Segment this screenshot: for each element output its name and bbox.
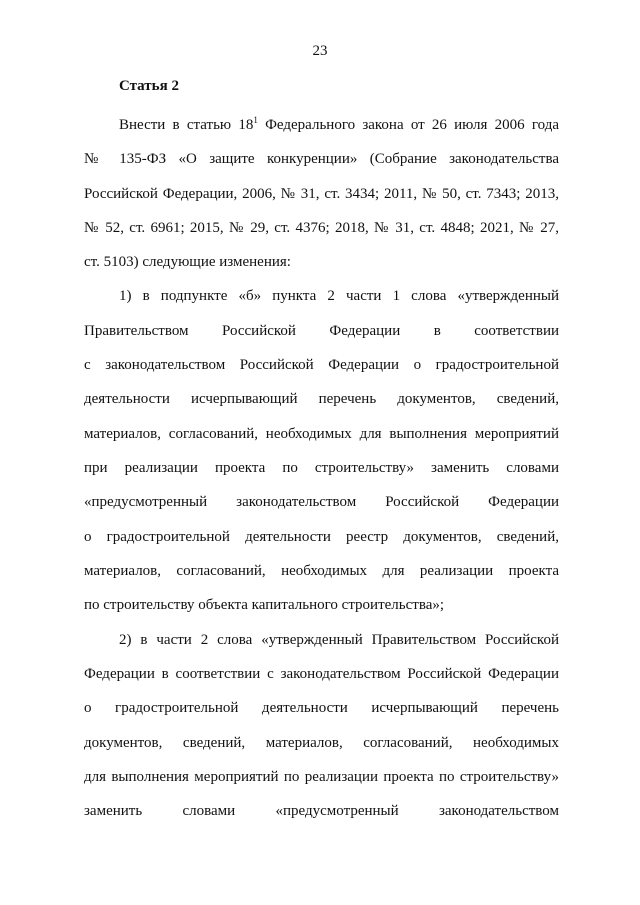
page-number: 23 xyxy=(312,43,328,59)
paragraph-line: «предусмотренный законодательством Российской Федерации xyxy=(84,494,559,510)
paragraph-line: Российской Федерации, 2006, № 31, ст. 3434; 2011, № 50, ст. 7343; 2013, xyxy=(84,186,559,202)
superscript: 1 xyxy=(253,115,258,125)
paragraph-line: Правительством Российской Федерации в соответствии xyxy=(84,323,559,339)
paragraph-line: при реализации проекта по строительству» заменить словами xyxy=(84,460,559,476)
paragraph-line: 1) в подпункте «б» пункта 2 части 1 слова «утвержденный xyxy=(119,288,559,304)
paragraph-line: документов, сведений, материалов, согласований, необходимых xyxy=(84,735,559,751)
paragraph-line: ст. 5103) следующие изменения: xyxy=(84,254,291,270)
paragraph-line: Федерации в соответствии с законодательством Российской Федерации xyxy=(84,666,559,682)
paragraph-line: по строительству объекта капитального строительства»; xyxy=(84,597,445,613)
article-title: Статья 2 xyxy=(119,78,179,94)
paragraph-line: материалов, согласований, необходимых для выполнения мероприятий xyxy=(84,426,559,442)
paragraph-line: для выполнения мероприятий по реализации проекта по строительству» xyxy=(84,769,559,785)
paragraph-line: материалов, согласований, необходимых для реализации проекта xyxy=(84,563,559,579)
line-text: Внести в статью 18 xyxy=(119,117,254,133)
paragraph-line: с законодательством Российской Федерации о градостроительной xyxy=(84,357,559,373)
paragraph-line: № 135-ФЗ «О защите конкуренции» (Собрание законодательства xyxy=(84,151,559,167)
paragraph-line: деятельности исчерпывающий перечень документов, сведений, xyxy=(84,391,559,407)
line-text: Федерального закона от 26 июля 2006 года xyxy=(257,117,559,133)
paragraph-line: о градостроительной деятельности реестр документов, сведений, xyxy=(84,529,559,545)
paragraph-line xyxy=(119,116,559,134)
paragraph-line: заменить словами «предусмотренный законодательством xyxy=(84,803,559,819)
paragraph-line: 2) в части 2 слова «утвержденный Правительством Российской xyxy=(119,632,559,648)
paragraph-line: № 52, ст. 6961; 2015, № 29, ст. 4376; 2018, № 31, ст. 4848; 2021, № 27, xyxy=(84,220,559,236)
paragraph-line: о градостроительной деятельности исчерпывающий перечень xyxy=(84,700,559,716)
